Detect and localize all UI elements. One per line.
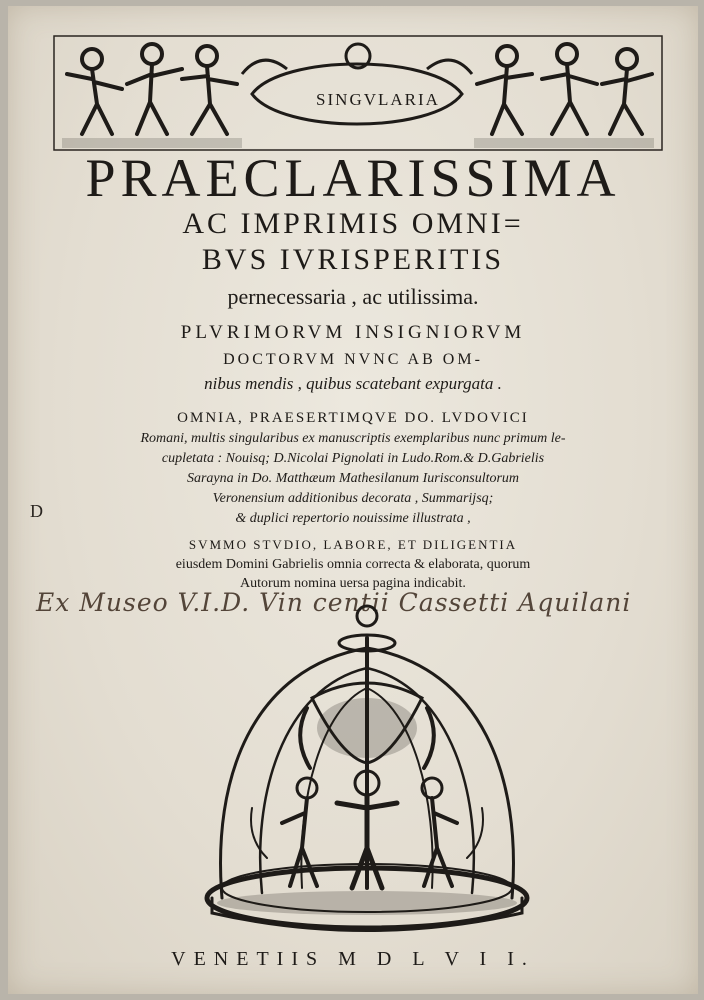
title-line-1: PRAECLARISSIMA bbox=[85, 148, 621, 208]
title-line-3: BVS IVRISPERITIS bbox=[201, 243, 505, 276]
body-line-6: & duplici repertorio nouissime illustrata , bbox=[235, 511, 471, 526]
body-line-2: Romani, multis singularibus ex manuscriptis exemplaribus nunc primum le- bbox=[140, 431, 566, 446]
body-line-5: Veronensium additionibus decorata , Summarijsq; bbox=[212, 491, 494, 506]
closing-line-2: eiusdem Domini Gabrielis omnia correcta & elaborata, quorum bbox=[175, 557, 531, 572]
title-page bbox=[8, 6, 698, 994]
fountain-woodcut bbox=[192, 598, 542, 938]
body-line-4: Sarayna in Do. Matthæum Mathesilanum Iurisconsultorum bbox=[186, 471, 520, 486]
closing-line-1: SVMMO STVDIO, LABORE, ET DILIGENTIA bbox=[188, 537, 518, 552]
subtitle-line-3: nibus mendis , quibus scatebant expurgata . bbox=[204, 374, 502, 393]
margin-mark: D bbox=[30, 501, 43, 521]
banner-label: SINGVLARIA bbox=[316, 90, 440, 109]
title-line-4: pernecessaria , ac utilissima. bbox=[227, 284, 479, 309]
imprint: VENETIIS M D L V I I. bbox=[171, 948, 535, 970]
ownership-inscription: Ex Museo V.I.D. Vin centii Cassetti Aquilani bbox=[36, 588, 632, 617]
subtitle-line-2: DOCTORVM NVNC AB OM- bbox=[223, 351, 483, 368]
subtitle-line-1: PLVRIMORVM INSIGNIORVM bbox=[180, 322, 526, 343]
body-line-3: cupletata : Nouisq; D.Nicolai Pignolati in Ludo.Rom.& D.Gabrielis bbox=[161, 451, 545, 466]
body-line-1: OMNIA, PRAESERTIMQVE DO. LVDOVICI bbox=[177, 410, 529, 426]
closing-line-3: Autorum nomina uersa pagina indicabit. bbox=[240, 576, 466, 591]
title-line-2: AC IMPRIMIS OMNI= bbox=[182, 207, 524, 240]
